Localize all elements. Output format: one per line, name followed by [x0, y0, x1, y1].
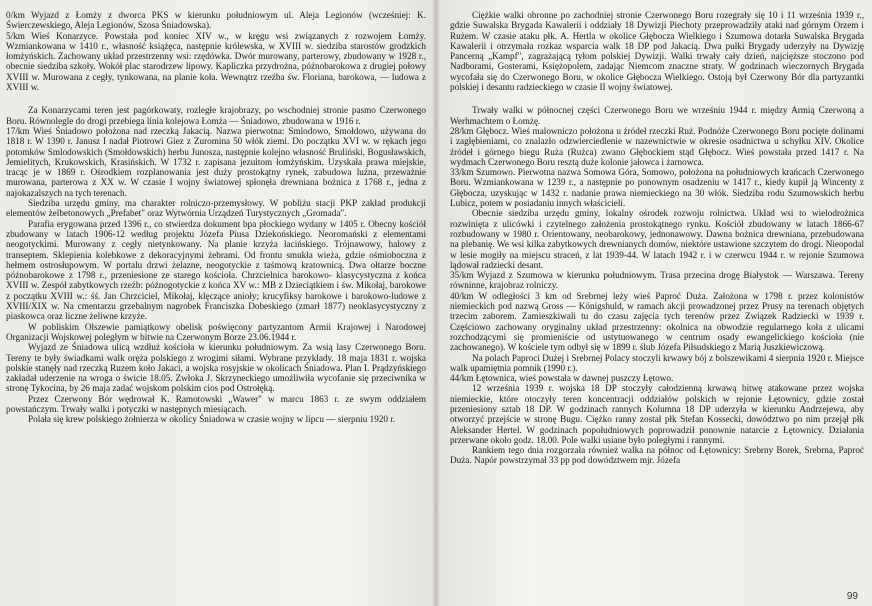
paragraph: Trwały walki w północnej części Czerwonego Boru we wrześniu 1944 r. między Armią Czerwoną a Werhmachtem o Łomżę.: [450, 105, 864, 126]
paragraph: Wyjazd ze Śniadowa ulicą wzdłuż kościoła w kierunku południowym. Za wsią lasy Czerwonego Boru. Tereny te były świadkami walk oręża polskiego z wrogimi siłami. Wybrane przykłady. 18 maja 1831 r. wojska polskie stanęły nad rzeczką Ruzem koło Jakaci, a wojska rosyjskie w okolicach Śniadowa. Plan I. Prądzyńskiego zakładał uderzenie na wroga o świcie 18.05. Zwłoka J. Skrzyneckiego umożliwiła wycofanie się przeciwnika w stronę Tykocina, by 26 maja zadać wojskom polskim cios pod Ostrołęką.: [6, 342, 426, 394]
paragraph: Na polach Paproci Dużej i Srebrnej Polacy stoczyli krwawy bój z bolszewikami 4 sierpnia 1920 r. Miejsce walk upamiętnia pomnik (1990 r.).: [450, 352, 864, 373]
paragraph: 35/km Wyjazd z Szumowa w kierunku południowym. Trasa przecina drogę Białystok — Warszawa. Tereny równinne, krajobraz rolniczy.: [450, 270, 864, 291]
paragraph: Parafia erygowana przed 1396 r., co stwierdza dokument bpa płockiego wydany w 1405 r. Obecny kościół zbudowany w latach 1906-12 według projektu Józefa Piusa Dziekońskiego. Neoromański z elementami neogotyckimi. Murowany z cegły nietynkowany. Na planie krzyża łacińskiego. Trójnawowy, halowy z transeptem. Sklepienia kolebkowe z dekoracyjnymi żebrami. Od frontu smukła wieża, gdzie ośmioboczna z hełmem ostrosłupowym. W portalu drzwi żelazne, neogotyckie z taśmową kratownicą. Dwa ołtarze boczne późnobarokowe z 1798 r., przeniesione ze starego kościoła. Chrzcielnica barokowo- klasycystyczna z końca XVIII w. Zespół zabytkowych rzeźb: późnogotyckie z końca XV w.: MB z Dzieciątkiem i św. Mikołaj, barokowe z początku XVIII w.: śś. Jan Chrzciciel, Mikołaj, klęczące anioły; krucyfiksy barokowe i barokowo-ludowe z XVIII/XIX w. Na cmentarzu grzebalnym nagrobek Franciszka Dobeskiego (zmarł 1877) neoklasycystyczny z piaskowca oraz liczne żeliwne krzyże.: [6, 218, 426, 322]
paragraph: Obecnie siedziba urzędu gminy, lokalny ośrodek rozwoju rolnictwa. Układ wsi to wielodrożnica rozwinięta z ulicówki i czytelnego założenia prostokątnego rynku. Kościół zbudowany w latach 1866-67 rozbudowany w 1980 r. Orientowany, neobarokowy, jednonawowy. Dawna bożnica drewniana, przebudowana na plebanię. We wsi kilka zabytkowych drewnianych domów, niektóre ustawione szczytem do drogi. Nieopodal w lesie mogiły na miejscu straceń, z lat 1939-44. W latach 1942 r. i w czerwcu 1944 r. w rejonie Szumowa lądował radziecki desant.: [450, 208, 864, 270]
paragraph: Za Konarzycami teren jest pagórkowaty, rozległe krajobrazy, po wschodniej stronie pasmo Czerwonego Boru. Równolegle do drogi przebiega linia kolejowa Łomża — Śniadowo, zbudowana w 1916 r.: [6, 105, 426, 126]
paragraph: Siedziba urzędu gminy, ma charakter rolniczo-przemysłowy. W pobliżu stacji PKP zakład produkcji elementów żelbetonowych „Prefabet" oraz Wytwórnia Urządzeń Turystycznych „Gromada".: [6, 198, 426, 219]
paragraph: 33/km Szumowo. Pierwotna nazwa Somowa Góra, Somowo, położona na południowych krańcach Czerwonego Boru. Wzmiankowana w 1239 r., a następnie po ponownym osadzeniu w 1417 r., kiedy kupił ją Wincenty z Głębocza, uzyskując w 1432 r. nadanie prawa niemieckiego na 30 włók. Siedziba rodu Szumowskich herbu Lubicz, potem w posiadaniu innych właścicieli.: [450, 167, 864, 209]
paragraph: Przez Czerwony Bór wędrował K. Ramotowski „Wawer" w marcu 1863 r. ze swym oddziałem powstańczym. Trwały walki i potyczki w następnych miesiącach.: [6, 393, 426, 414]
paragraph: 40/km W odległości 3 km od Srebrnej leży wieś Paproć Duża. Założona w 1798 r. przez kolonistów niemieckich pod nazwą Gross — Königshuld, w ramach akcji prowadzonej przez Prusy na terenach objętych trzecim zaborem. Zamieszkiwali tu do czasu zajęcia tych terenów przez Związek Radziecki w 1939 r. Częściowo zachowany oryginalny układ przestrzenny: okolnica na obwodzie regularnego koła z ulicami rozchodzącymi się promieniście od ustytuowanego w centrum osady ewangelickiego kościoła (nie zachowanego). W kościele tym odbył się w 1899 r. ślub Józefa Piłsudskiego z Marią Juszkiewiczową.: [450, 290, 864, 353]
right-page: [436, 0, 872, 606]
right-page-text: [450, 10, 864, 466]
paragraph: 5/km Wieś Konarzyce. Powstała pod koniec XIV w., w kręgu wsi związanych z rozwojem Łomży. Wzmiankowana w 1410 r., własność książęca, następnie królewska, w XVIII w. siedziba starostów grodzkich łomżyńskich. Zachowany układ przestrzenny wsi: rzędówka. Dwór murowany, parterowy, zbudowany w 1928 r., obecnie siedziba szkoły. Wokół plac starodrzew lipowy. Kapliczka przydrożna, późnobarokowa z drugiej połowy XVIII w. Murowana z cegły, tynkowana, na planie koła. Wewnątrz rzeźba św. Floriana, barokowa, — ludowa z XVIII w.: [6, 30, 426, 93]
left-page-text: [6, 10, 426, 425]
paragraph: 44/km Łętownica, wieś powstała w dawnej puszczy Łętowo.: [450, 373, 674, 384]
paragraph: 12 września 1939 r. wojska 18 DP stoczyły całodzienną krwawą bitwę atakowane przez wojska niemieckie, które otoczyły teren koncentracji oddziałów polskich w rejonie Łętownicy, gdzie został przeniesiony sztab 18 DP. W godzinach rannych Kolumna 18 DP uderzyła w kierunku Andrzejewa, aby otworzyć przejście w stronę Bugu. Ciężko ranny został płk Stefan Kossecki, dowództwo po nim przejął płk Aleksander Hertel. W godzinach popołudniowych poprowadził ponownie natarcie z Łętownicy. Działania przerwane około godz. 18.00. Pole walki usiane było poległymi i rannymi.: [450, 383, 864, 445]
paragraph: 0/km Wyjazd z Łomży z dworca PKS w kierunku południowym ul. Aleja Legionów (wcześniej: K. Świerczewskiego, Aleja Legionów, Szosa Śniadowska).: [6, 10, 426, 31]
paragraph: 17/km Wieś Śniadowo położona nad rzeczką Jakacią. Nazwa pierwotna: Smlodowo, Smołdowo, używana do 1818 r. W 1390 r. Janusz I nadał Piotrowi Giez z Zuromina 50 włók ziemi. Do początku XVI w. w rękach jego potomków Smlodowskich (Smołdowskich) herbu Junosza, następnie kolejno własność Bruliński, Bogusławskich, Jemielitych, Krukowskich, Krasińskich. W 1732 r. zapisana jezuitom łomżyńskim. Uzyskała prawa miejskie, tracąc je w 1869 r. Ośrodkiem rozplanowania jest duży prostokątny rynek, zabudowa luźna, przeważnie murowana, parterowa z XX w. W czasie I wojny światowej spłonęła drewniana bożnica z 1768 r., jedna z najokazalszych na tych terenach.: [6, 125, 426, 198]
paragraph: Rankiem tego dnia rozgorzała również walka na północ od Łętownicy: Srebrny Borek, Srebrna, Paproć Duża. Napór powstrzymał 33 pp pod dowództwem mjr. Józefa: [450, 445, 864, 466]
paragraph: 28/km Głębocz. Wieś malowniczo położona u źródeł rzeczki Ruż. Podnóże Czerwonego Boru pocięte dolinami i zagłębieniami, co znalazło odzwierciedlenie w nazewnictwie w okresie osadnictwa u schyłku XIV. Okolice źródeł i górnego biegu Ruża (Rużca) zwano Głębockiem stąd Głębocz. Wieś powstała przed 1417 r. Na wydmach Czerwonego Boru resztą duże kolonie jałowca i żarnowca.: [450, 125, 864, 167]
paragraph: Polała się krew polskiego żołnierza w okolicy Śniadowa w czasie wojny w lipcu — sierpniu 1920 r.: [28, 414, 396, 425]
page-number: 99: [846, 591, 858, 602]
paragraph: W pobliskim Olszewie pamiątkowy obelisk poświęcony partyzantom Armii Krajowej i Narodowej Organizacji Wojskowej poległym w bitwie na Czerwonym Borze 23.06.1944 r.: [6, 321, 426, 342]
paragraph: Ciężkie walki obronne po zachodniej stronie Czerwonego Boru rozegrały się 10 i 11 września 1939 r., gdzie Suwalska Brygada Kawalerii i oddziały 18 Dywizji Piechoty przeprowadziły ataki nad górnym Orzem i Rużem. W czasie ataku płk. A. Hertla w okolice Głębocza Wielkiego i Szumowa dotarła Suwalska Brygada Kawalerii i otrzymała rozkaz wsparcia walk 18 DP pod Jakacią. Dwa pułki Brygady uderzyły na Dywizję Pancerną „Kampf", zagrażającą tyłom polskiej Dywizji. Walki trwały cały dzień, najcięższe stoczono pod Nadborami, Gosterami, Księżopolem, zadając Niemcom znaczne straty. W godzinach wieczornych Brygada wycofała się do Czerwonego Boru, w okolice Głębocza Wielkiego. Ostoją był Czerwony Bór dla partyzantki polskiej i desantu radzieckiego w czasie II wojny światowej.: [450, 10, 864, 93]
